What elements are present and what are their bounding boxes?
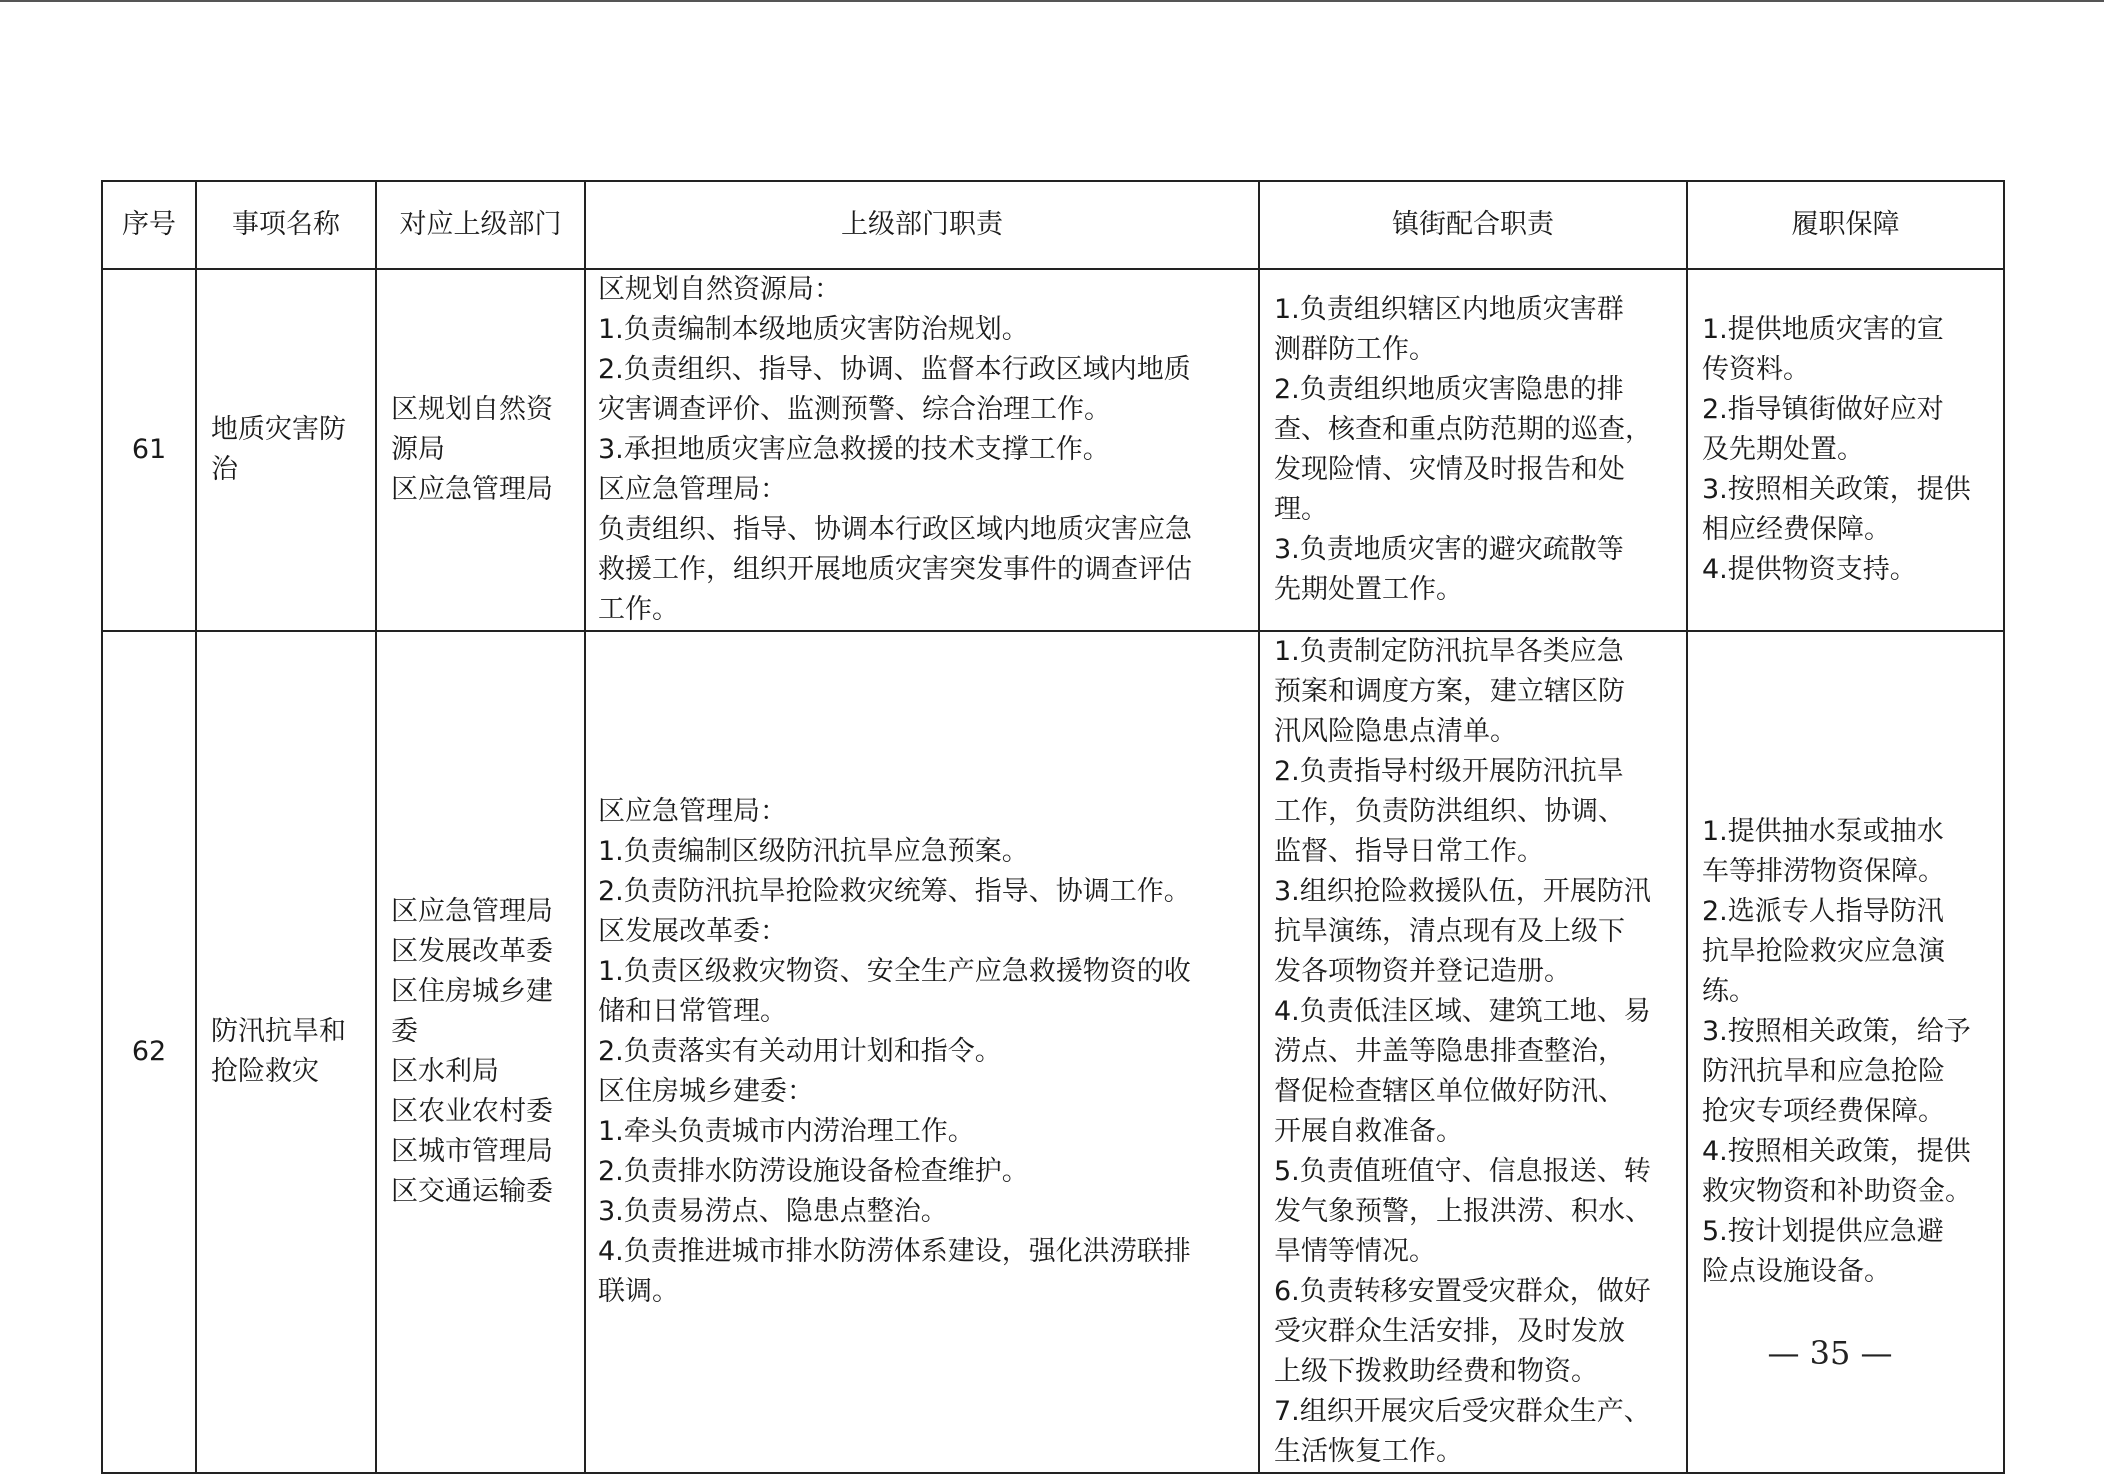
town-duty-line: 生活恢复工作。 [1274,1436,1463,1467]
upper-duty-line: 区住房城乡建委： [598,1076,814,1107]
town-duty-line: 开展自救准备。 [1274,1116,1463,1147]
upper-duty-cell [585,631,1259,1473]
guarantee-line: 险点设施设备。 [1702,1256,1891,1287]
item-name-cell [196,269,376,631]
town-duty-line: 7.组织开展灾后受灾群众生产、 [1274,1396,1651,1427]
dept-line: 区发展改革委 [391,936,553,967]
town-duty-line: 查、核查和重点防范期的巡查， [1274,414,1652,445]
town-duty-line: 抗旱演练，清点现有及上级下 [1274,916,1625,947]
upper-duty-line: 1.负责编制区级防汛抗旱应急预案。 [598,836,1029,867]
guarantee-line: 2.指导镇街做好应对 [1702,394,1944,425]
upper-duty-line: 灾害调查评价、监测预警、综合治理工作。 [598,394,1111,425]
town-duty-line: 6.负责转移安置受灾群众，做好 [1274,1276,1651,1307]
upper-duty-line: 区应急管理局： [598,796,787,827]
guarantee-line: 1.提供地质灾害的宣 [1702,314,1944,345]
town-duty-line: 发现险情、灾情及时报告和处 [1274,454,1625,485]
dept-line: 区城市管理局 [391,1136,553,1167]
guarantee-line: 抗旱抢险救灾应急演 [1702,936,1945,967]
dept-line: 区水利局 [391,1056,499,1087]
upper-duty-line: 2.负责防汛抗旱抢险救灾统筹、指导、协调工作。 [598,876,1191,907]
responsibility-table [101,180,2005,1474]
item-name-line: 地质灾害防 [211,414,346,445]
header-upper-dept: 对应上级部门 [376,181,585,269]
town-duty-line: 上级下拨救助经费和物资。 [1274,1356,1598,1387]
upper-duty-line: 区发展改革委： [598,916,787,947]
table-row [102,631,2004,1473]
guarantee-line: 5.按计划提供应急避 [1702,1216,1944,1247]
dept-line: 区住房城乡建 [391,976,553,1007]
upper-duty-line: 区规划自然资源局： [598,274,841,305]
town-duty-line: 测群防工作。 [1274,334,1436,365]
town-duty-line: 先期处置工作。 [1274,574,1463,605]
item-name-line: 防汛抗旱和 [211,1016,346,1047]
page-number: — 35 — [1767,1334,1893,1372]
upper-duty-line: 2.负责组织、指导、协调、监督本行政区域内地质 [598,354,1191,385]
guarantee-line: 4.按照相关政策，提供 [1702,1136,1971,1167]
upper-duty-line: 1.负责区级救灾物资、安全生产应急救援物资的收 [598,956,1191,987]
town-duty-line: 4.负责低洼区域、建筑工地、易 [1274,996,1651,1027]
upper-duty-line: 2.负责排水防涝设施设备检查维护。 [598,1156,1029,1187]
guarantee-line: 4.提供物资支持。 [1702,554,1917,585]
guarantee-line: 2.选派专人指导防汛 [1702,896,1944,927]
upper-dept-cell [376,269,585,631]
guarantee-line: 3.按照相关政策，给予 [1702,1016,1971,1047]
town-duty-line: 汛风险隐患点清单。 [1274,716,1517,747]
dept-line: 区应急管理局 [391,474,553,505]
row-number: 62 [102,631,196,1473]
upper-duty-line: 区应急管理局： [598,474,787,505]
town-duty-line: 工作，负责防洪组织、协调、 [1274,796,1625,827]
dept-line: 区应急管理局 [391,896,553,927]
upper-duty-line: 联调。 [598,1276,679,1307]
town-duty-line: 1.负责制定防汛抗旱各类应急 [1274,636,1624,667]
row-number: 61 [102,269,196,631]
guarantee-line: 练。 [1702,976,1756,1007]
guarantee-line: 车等排涝物资保障。 [1702,856,1945,887]
town-duty-line: 发气象预警，上报洪涝、积水、 [1274,1196,1652,1227]
town-duty-line: 2.负责指导村级开展防汛抗旱 [1274,756,1624,787]
upper-dept-cell [376,631,585,1473]
upper-duty-cell [585,269,1259,631]
header-no: 序号 [102,181,196,269]
upper-duty-line: 4.负责推进城市排水防涝体系建设，强化洪涝联排 [598,1236,1191,1267]
upper-duty-line: 1.负责编制本级地质灾害防治规划。 [598,314,1029,345]
header-upper-duty: 上级部门职责 [585,181,1259,269]
guarantee-line: 抢灾专项经费保障。 [1702,1096,1945,1127]
guarantee-line: 传资料。 [1702,354,1810,385]
upper-duty-line: 2.负责落实有关动用计划和指令。 [598,1036,1002,1067]
header-item-name: 事项名称 [196,181,376,269]
item-name-line: 治 [211,454,238,485]
upper-duty-line: 负责组织、指导、协调本行政区域内地质灾害应急 [598,514,1192,545]
guarantee-line: 3.按照相关政策，提供 [1702,474,1971,505]
guarantee-line: 相应经费保障。 [1702,514,1891,545]
town-duty-line: 受灾群众生活安排，及时发放 [1274,1316,1625,1347]
dept-line: 区规划自然资 [391,394,553,425]
guarantee-line: 救灾物资和补助资金。 [1702,1176,1972,1207]
town-duty-line: 3.组织抢险救援队伍，开展防汛 [1274,876,1651,907]
upper-duty-line: 3.承担地质灾害应急救援的技术支撑工作。 [598,434,1110,465]
town-duty-cell [1259,269,1687,631]
guarantee-line: 1.提供抽水泵或抽水 [1702,816,1944,847]
page-top-border [0,0,2104,2]
town-duty-line: 预案和调度方案，建立辖区防 [1274,676,1625,707]
upper-duty-line: 工作。 [598,594,679,625]
header-guarantee: 履职保障 [1687,181,2004,269]
upper-duty-line: 救援工作，组织开展地质灾害突发事件的调查评估 [598,554,1192,585]
guarantee-cell [1687,269,2004,631]
town-duty-line: 涝点、井盖等隐患排查整治， [1274,1036,1625,1067]
table-row [102,269,2004,631]
dept-line: 委 [391,1016,418,1047]
town-duty-line: 督促检查辖区单位做好防汛、 [1274,1076,1625,1107]
town-duty-line: 2.负责组织地质灾害隐患的排 [1274,374,1624,405]
guarantee-line: 及先期处置。 [1702,434,1864,465]
town-duty-line: 发各项物资并登记造册。 [1274,956,1571,987]
town-duty-line: 3.负责地质灾害的避灾疏散等 [1274,534,1624,565]
town-duty-line: 1.负责组织辖区内地质灾害群 [1274,294,1624,325]
town-duty-cell [1259,631,1687,1473]
town-duty-line: 5.负责值班值守、信息报送、转 [1274,1156,1651,1187]
upper-duty-line: 储和日常管理。 [598,996,787,1027]
table-header-row [102,181,2004,269]
town-duty-line: 理。 [1274,494,1328,525]
town-duty-line: 监督、指导日常工作。 [1274,836,1544,867]
upper-duty-line: 3.负责易涝点、隐患点整治。 [598,1196,948,1227]
item-name-cell [196,631,376,1473]
header-town-duty: 镇街配合职责 [1259,181,1687,269]
item-name-line: 抢险救灾 [211,1056,319,1087]
upper-duty-line: 1.牵头负责城市内涝治理工作。 [598,1116,975,1147]
guarantee-line: 防汛抗旱和应急抢险 [1702,1056,1945,1087]
dept-line: 区交通运输委 [391,1176,553,1207]
town-duty-line: 旱情等情况。 [1274,1236,1436,1267]
dept-line: 区农业农村委 [391,1096,553,1127]
dept-line: 源局 [391,434,445,465]
